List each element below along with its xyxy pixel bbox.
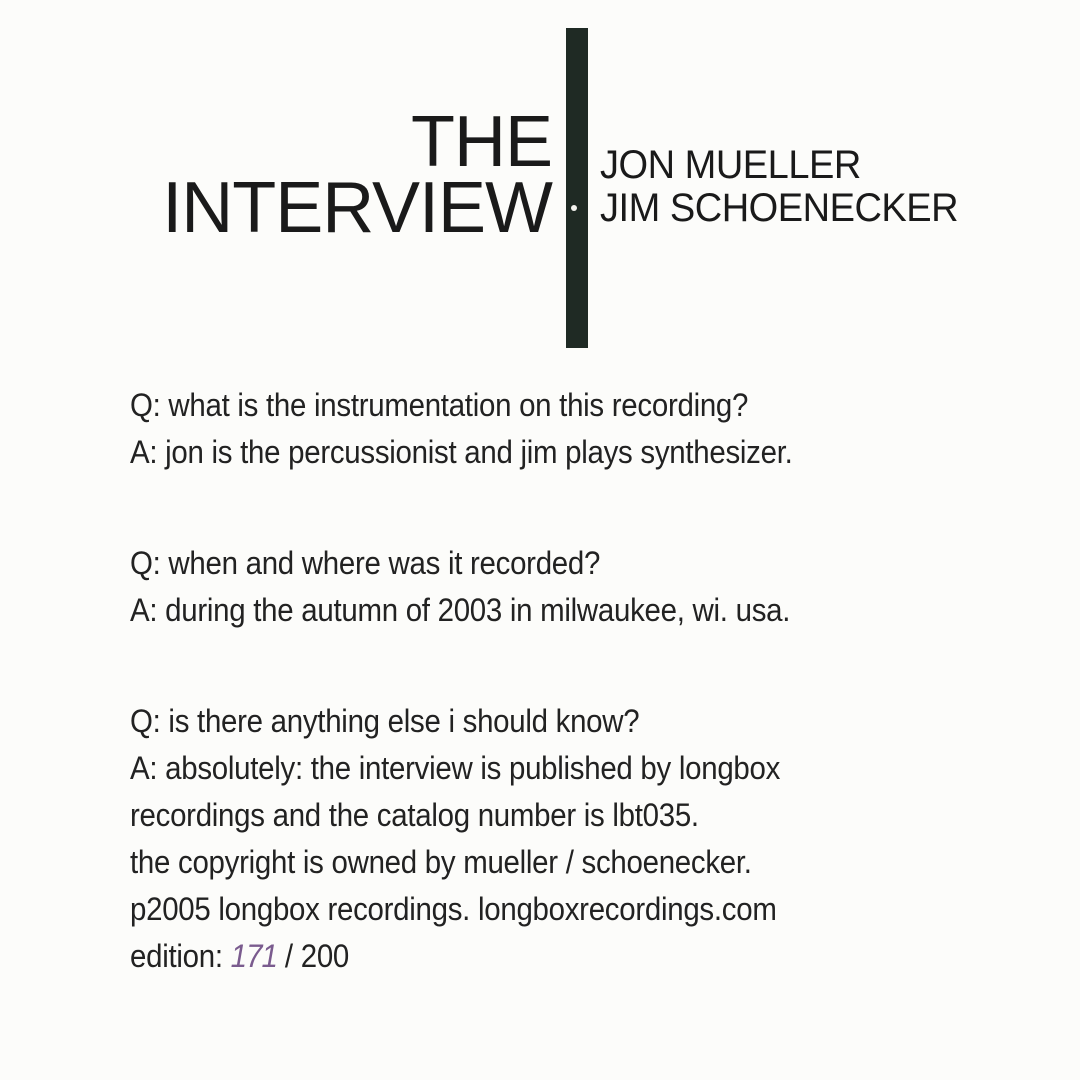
edition-separator: / [276,938,301,974]
divider-dot [571,205,577,211]
answer-3-line-2: recordings and the catalog number is lbt035. [130,797,699,833]
answer-2: A: during the autumn of 2003 in milwaukee, wi. usa. [130,592,791,628]
interview-text [130,382,1030,980]
publisher-line: p2005 longbox recordings. longboxrecordings.com [130,891,777,927]
title-the: THE [411,102,552,182]
copyright-line: the copyright is owned by mueller / schoenecker. [130,844,752,880]
question-2: Q: when and where was it recorded? [130,545,601,581]
question-1: Q: what is the instrumentation on this recording? [130,387,749,423]
answer-1: A: jon is the percussionist and jim plays synthesizer. [130,434,793,470]
title-interview: INTERVIEW [162,168,552,248]
vertical-divider-bar [566,28,588,348]
artist-name-2: JIM SCHOENECKER [600,186,959,230]
edition-label: edition: [130,938,231,974]
question-3: Q: is there anything else i should know? [130,703,640,739]
edition-line [130,933,958,980]
qa-block-3 [130,698,1030,980]
edition-total: 200 [300,938,350,974]
qa-block-1 [130,382,1030,476]
artist-name-1: JON MUELLER [600,143,861,187]
edition-number: 171 [230,938,277,974]
qa-block-2 [130,540,1030,634]
answer-3-line-1: A: absolutely: the interview is published by longbox [130,750,781,786]
